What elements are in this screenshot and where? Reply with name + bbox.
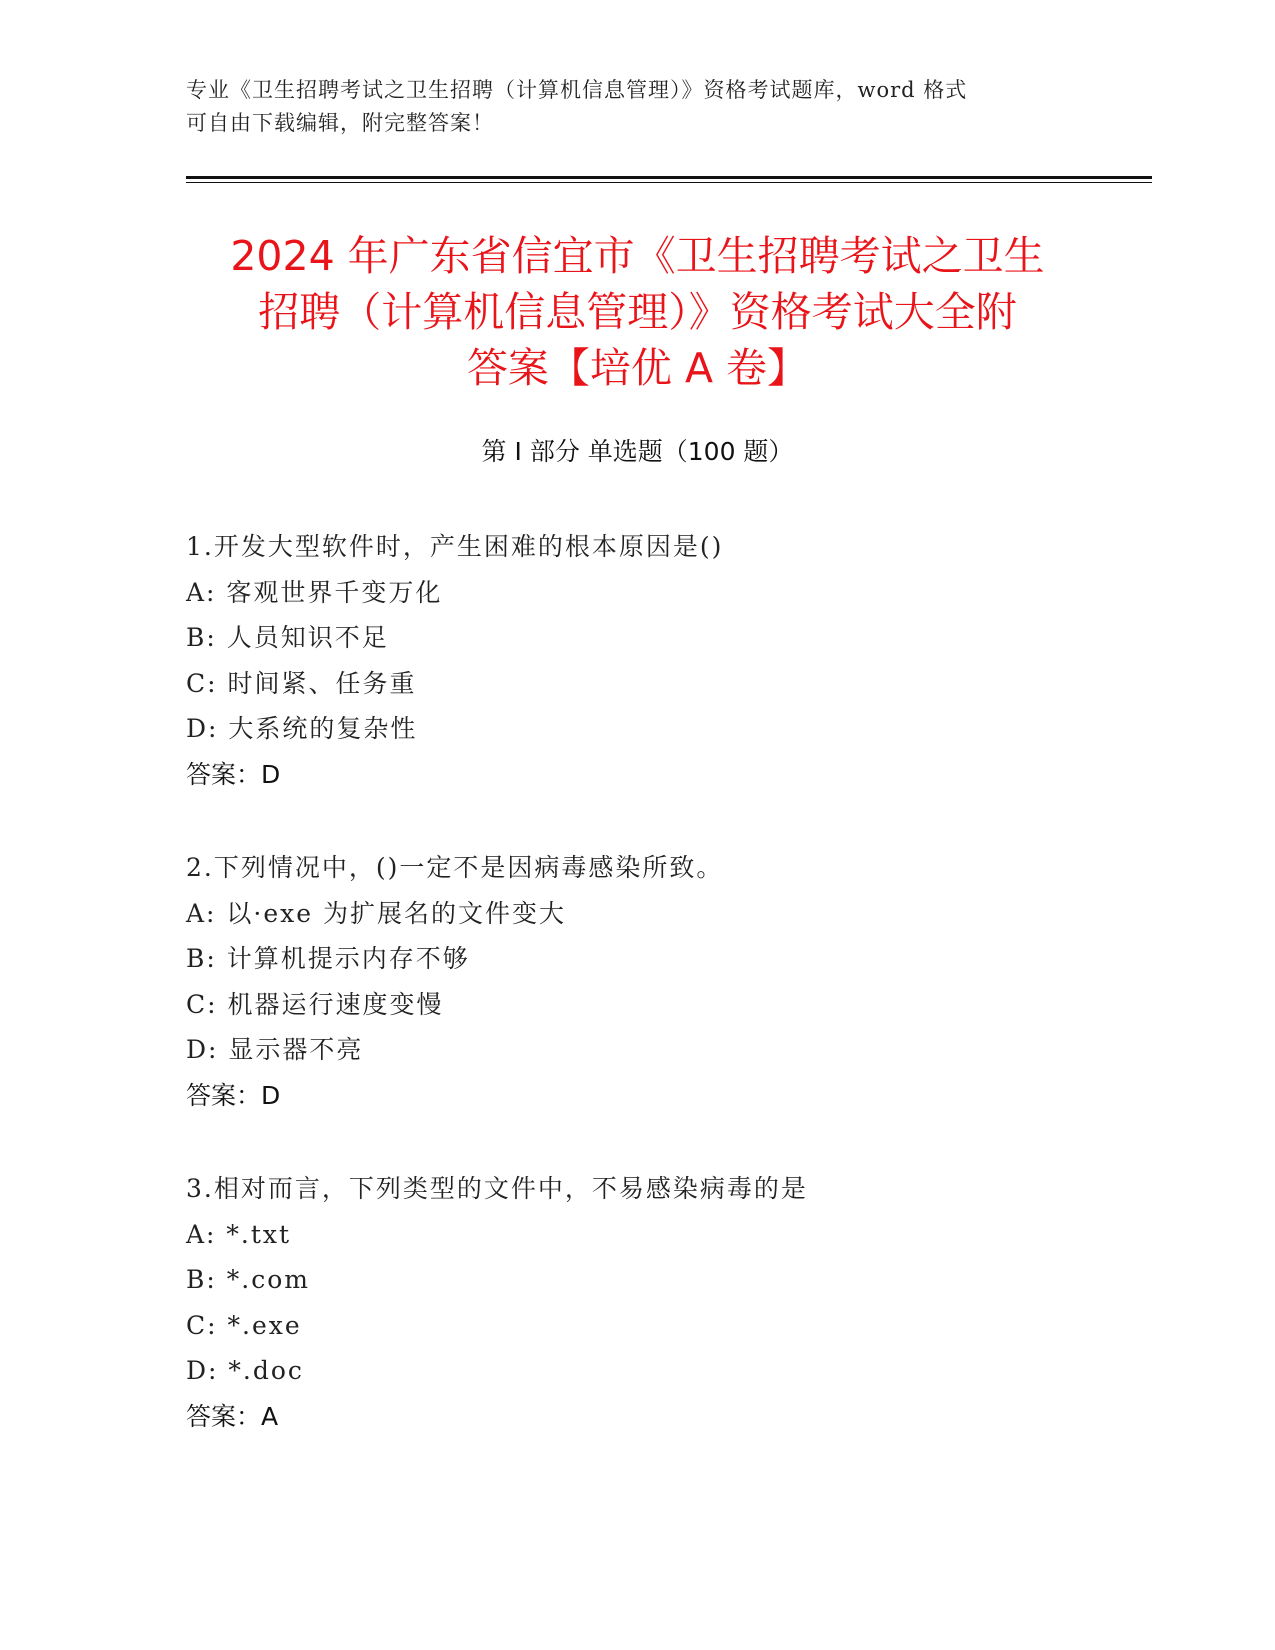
- option-c: C: *.exe: [186, 1310, 302, 1340]
- option-d: D: 显示器不亮: [186, 1035, 364, 1064]
- answer: 答案：D: [186, 1080, 281, 1110]
- header-note: [186, 74, 1086, 140]
- header-divider-thin: [186, 182, 1152, 183]
- question-3: [186, 1166, 1146, 1439]
- option-a: A: *.txt: [186, 1219, 292, 1249]
- option-b: B: 人员知识不足: [186, 623, 389, 652]
- document-title-line-3: 答案【培优 A 卷】: [466, 344, 809, 392]
- section-heading: 第 I 部分 单选题（100 题）: [481, 437, 794, 466]
- option-c: C: 时间紧、任务重: [186, 668, 417, 698]
- option-a: A: 客观世界千变万化: [186, 577, 443, 607]
- header-note-line-1: 专业《卫生招聘考试之卫生招聘（计算机信息管理）》资格考试题库，word 格式: [186, 78, 968, 102]
- question-stem: 1.开发大型软件时，产生困难的根本原因是(): [186, 532, 724, 561]
- document-title-line-1: 2024 年广东省信宜市《卫生招聘考试之卫生: [230, 232, 1045, 280]
- question-stem: 3.相对而言，下列类型的文件中，不易感染病毒的是: [186, 1174, 808, 1203]
- option-b: B: *.com: [186, 1265, 310, 1294]
- question-2: [186, 845, 1146, 1118]
- option-b: B: 计算机提示内存不够: [186, 944, 470, 973]
- option-d: D: *.doc: [186, 1356, 304, 1385]
- question-list: [186, 524, 1146, 1487]
- option-a: A: 以·exe 为扩展名的文件变大: [186, 898, 567, 928]
- header-divider-thick: [186, 176, 1152, 179]
- document-title-line-2: 招聘（计算机信息管理）》资格考试大全附: [258, 288, 1017, 336]
- question-1: [186, 524, 1146, 797]
- answer: 答案：D: [186, 759, 281, 789]
- option-c: C: 机器运行速度变慢: [186, 989, 444, 1019]
- option-d: D: 大系统的复杂性: [186, 714, 418, 743]
- question-stem: 2.下列情况中，()一定不是因病毒感染所致。: [186, 853, 724, 882]
- document-title: [160, 228, 1115, 396]
- header-note-line-2: 可自由下载编辑，附完整答案！: [186, 111, 494, 135]
- answer: 答案：A: [186, 1401, 279, 1431]
